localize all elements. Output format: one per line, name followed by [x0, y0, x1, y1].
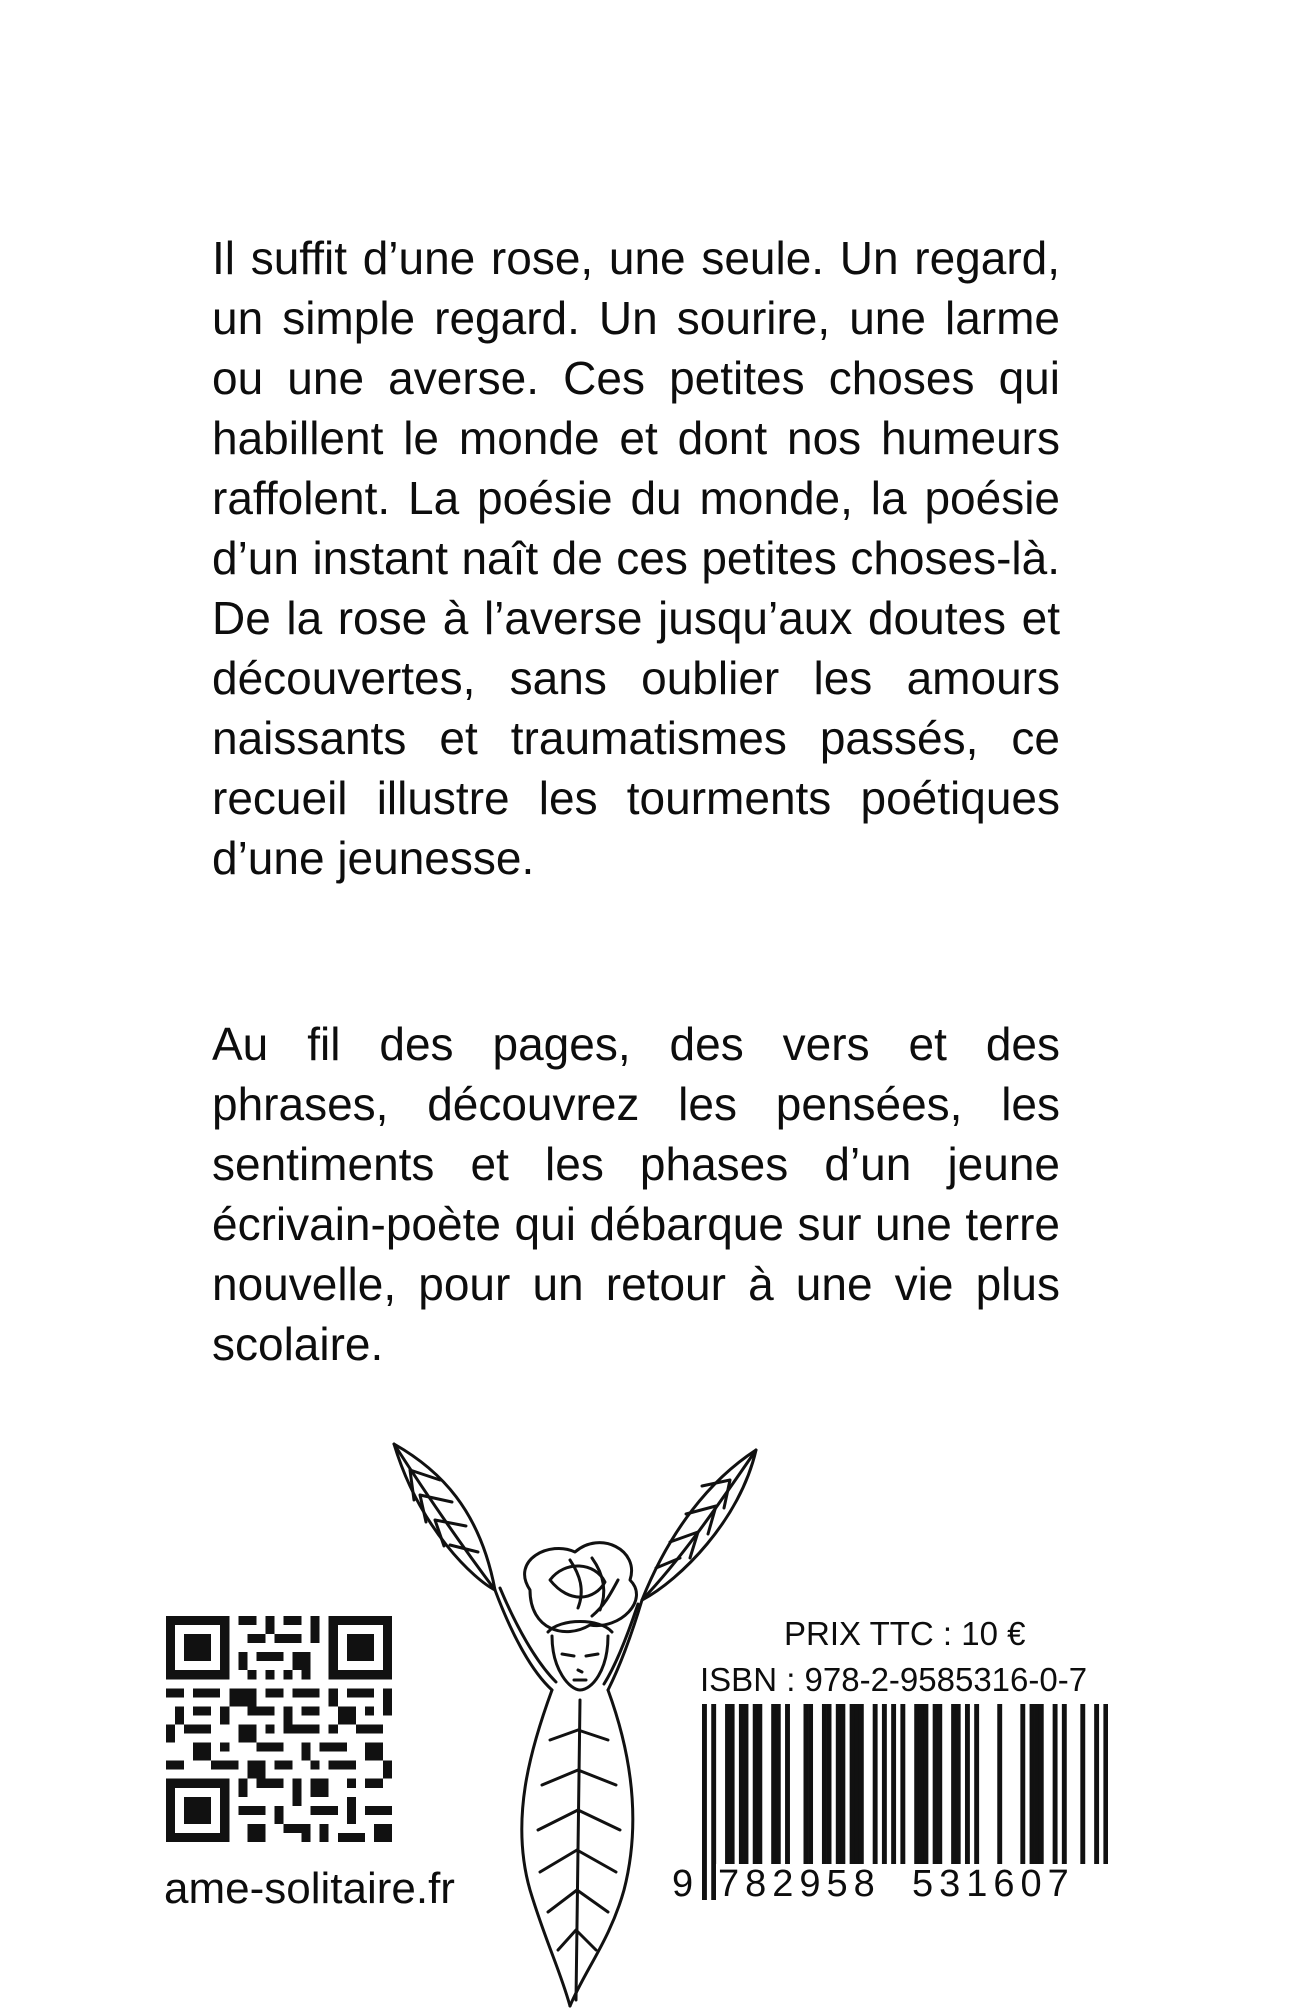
isbn-label: ISBN : 978-2-9585316-0-7	[700, 1661, 1088, 1698]
barcode-digits-right: 531607	[912, 1863, 1075, 1905]
barcode-digits-left: 782958	[718, 1863, 881, 1905]
barcode-block	[672, 1704, 1108, 1904]
blurb-paragraph-2: Au fil des pages, des vers et des phrases, découvrez les pensées, les sentiments et les phases d’un jeune écrivain-poète qui débarque sur une terre nouvelle, pour un retour à une vie plus scolaire.	[212, 1018, 1060, 1370]
website-url[interactable]: ame-solitaire.fr	[164, 1864, 455, 1913]
blurb-paragraph-1: Il suffit d’une rose, une seule. Un regard, un simple regard. Un sourire, une larme ou une averse. Ces petites choses qui habillent le monde et dont nos humeurs raffolent. La poésie du monde, la poésie d’un instant naît de ces petites choses-là. De la rose à l’averse jusqu’aux doutes et découvertes, sans oublier les amours naissants et traumatismes passés, ce recueil illustre les tourments poétiques d’une jeunesse.	[212, 232, 1060, 884]
price-label: PRIX TTC : 10 €	[784, 1615, 1026, 1652]
barcode-lead-digit: 9	[672, 1863, 694, 1905]
qr-code-icon[interactable]	[166, 1616, 392, 1842]
